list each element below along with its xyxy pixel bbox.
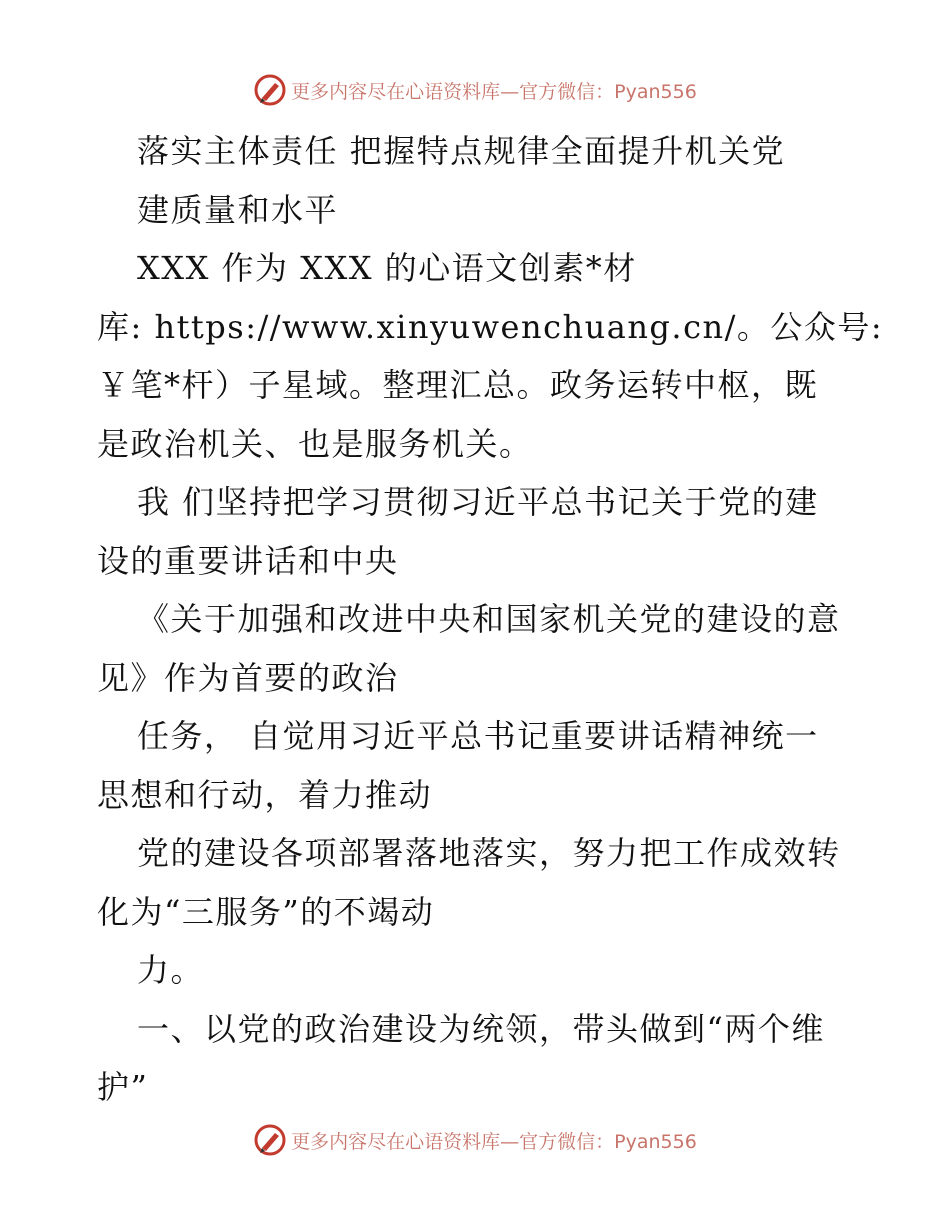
paragraph-line: XXX 作为 XXX 的心语文创素*材 [137,249,637,287]
banner-site-text: 更多内容尽在心语资料库— [291,80,520,103]
paragraph-line: 党的建设各项部署落地落实，努力把工作成效转 [137,834,841,872]
paragraph-line: 是政治机关、也是服务机关。 [97,424,533,463]
paragraph-line: 我 们坚持把学习贯彻习近平总书记关于党的建 [137,483,819,521]
title-line-2: 建质量和水平 [137,190,339,229]
footer-banner [0,1120,950,1160]
paragraph-line: 《关于加强和改进中央和国家机关党的建设的意 [137,600,841,638]
title-line-1: 落实主体责任 把握特点规律全面提升机关党 [137,132,786,170]
paragraph-line: 设的重要讲话和中央 [97,541,399,580]
paragraph-line: 力。 [137,951,205,989]
banner-site-text: 更多内容尽在心语资料库— [291,1130,520,1153]
paragraph-line: 思想和行动，着力推动 [97,775,433,814]
banner-wechat-text: 官方微信：Pyan556 [519,80,697,103]
paragraph-line: 库: https://www.xinyuwenchuang.cn/。公众号: [97,307,884,346]
paragraph-line: ￥笔*杆）子星域。整理汇总。政务运转中枢，既 [97,366,819,404]
section-heading-line: 一、以党的政治建设为统领，带头做到“两个维 [137,1009,825,1048]
pen-logo-icon [253,1123,287,1157]
paragraph-line: 见》作为首要的政治 [97,658,399,697]
paragraph-line: 任务， 自觉用习近平总书记重要讲话精神统一 [137,717,819,755]
section-heading-line: 护” [97,1068,149,1106]
banner-wechat-text: 官方微信：Pyan556 [519,1130,697,1153]
pen-logo-icon [253,73,287,107]
paragraph-line: 化为“三服务”的不竭动 [97,892,435,931]
header-banner [0,70,950,110]
document-body [97,122,884,1117]
